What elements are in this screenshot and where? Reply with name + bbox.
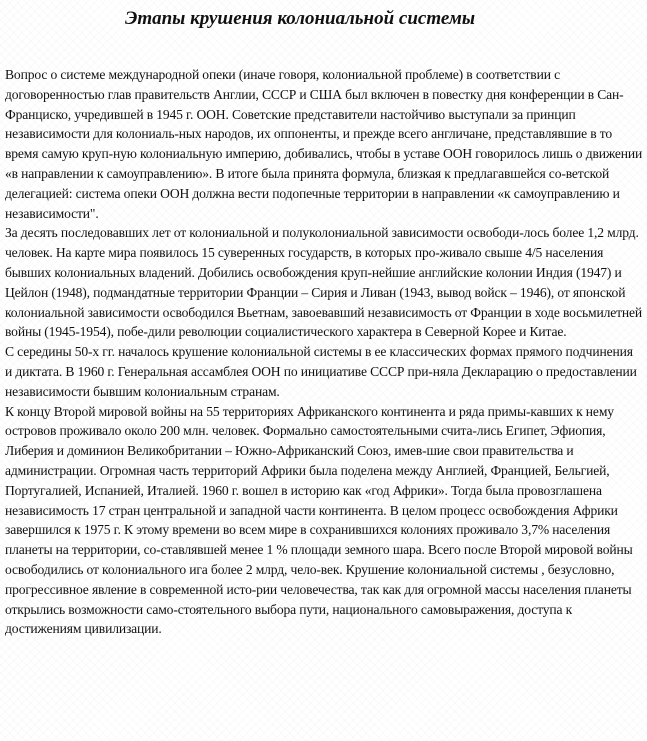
document-body [5, 65, 643, 639]
paragraph-un-trusteeship: Вопрос о системе международной опеки (иначе говоря, колониальной проблеме) в соответствии с договоренностью глав правительств Англии, СССР и США был включен в повестку дня конференции в Сан-Франциско, учредившей в 1945 г. ООН. Советские представители настойчиво выступали за принцип независимости для колониаль-ных народов, их оппоненты, и прежде всего англичане, представлявшие в то время самую круп-ную колониальную империю, добивались, чтобы в уставе ООН говорилось лишь о движении «в направлении к самоуправлению». В итоге была принята формула, близкая к предлагавшейся со-ветской делегацией: система опеки ООН должна вести подопечные территории в направлении «к самоуправлению и независимости". [5, 67, 643, 221]
page-title: Этапы крушения колониальной системы [124, 8, 476, 29]
paragraph-mid-50s-collapse: С середины 50-х гг. началось крушение колониальной системы в ее классических формах прямого подчинения и диктата. В 1960 г. Генеральная ассамблея ООН по инициативе СССР при-няла Декларацию о предоставлении независимости бывшим колониальным странам. [5, 344, 637, 399]
paragraph-africa: К концу Второй мировой войны на 55 территориях Африканского континента и ряда примы-кавших к нему островов проживало около 200 млн. человек. Формально самостоятельными счита-лись Египет, Эфиопия, Либерия и доминион Великобритании – Южно-Африканский Союз, имев-шие свои правительства и администрации. Огромная часть территорий Африки была поделена между Англией, Францией, Бельгией, Португалией, Испанией, Италией. 1960 г. вошел в историю как «год Африки». Тогда была провозглашена независимость 17 стран центральной и западной части континента. В целом процесс освобождения Африки завершился к 1975 г. К этому времени во всем мире в сохранившихся колониях проживало 3,7% населения планеты на территории, со-ставлявшей менее 1 % площади земного шара. Всего после Второй мировой войны освободились от колониального ига более 2 млрд, чело-век. Крушение колониальной системы , безусловно, прогрессивное явление в современной исто-рии человечества, так как для огромной массы населения планеты открылись возможности само-стоятельного выбора пути, национального самовыражения, доступа к достижениям цивилизации. [5, 403, 633, 637]
paragraph-decade-liberation: За десять последовавших лет от колониальной и полуколониальной зависимости освободи-лось более 1,2 млрд. человек. На карте мира появилось 15 суверенных государств, в которых про-живало свыше 4/5 населения бывших колониальных владений. Добились освобождения круп-нейшие английские колонии Индия (1947) и Цейлон (1948), подмандатные территории Франции – Сирия и Ливан (1943, вывод войск – 1946), от японской колониальной зависимости освободился Вьетнам, завоевавший независимость от Франции в ходе восьмилетней войны (1945-1954), побе-дили революции социалистического характера в Северной Корее и Китае. [5, 225, 643, 340]
